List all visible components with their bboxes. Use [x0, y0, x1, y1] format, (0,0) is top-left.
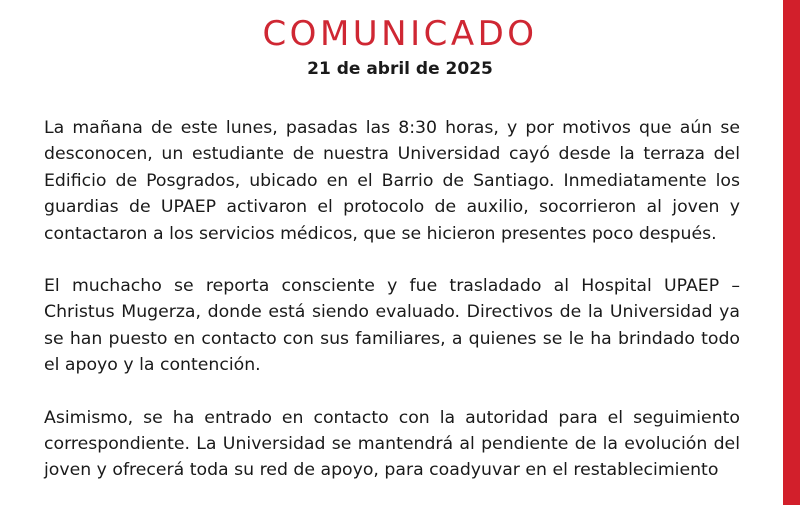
paragraph-2: El muchacho se reporta consciente y fue trasladado al Hospital UPAEP – Christus Mugerza, donde está siendo evaluado. Directivos de la Universidad ya se han puesto en contacto con sus familiares, a quienes se le ha brindado todo el apoyo y la contención. — [44, 276, 740, 376]
document-date: 21 de abril de 2025 — [307, 59, 493, 79]
paragraph-1: La mañana de este lunes, pasadas las 8:30 horas, y por motivos que aún se desconocen, un estudiante de nuestra Universidad cayó desde la terraza del Edificio de Posgrados, ubicado en el Barrio de Santiago. Inmediatamente los guardias de UPAEP activaron el protocolo de auxilio, socorrieron al joven y contactaron a los servicios médicos, que se hicieron presentes poco después. — [44, 118, 740, 244]
paragraph-3: Asimismo, se ha entrado en contacto con la autoridad para el seguimiento correspondiente. La Universidad se mantendrá al pendiente de la evolución del joven y ofrecerá toda su red de apoyo, para coadyuvar en el restablecimiento — [44, 407, 740, 481]
document-title: COMUNICADO — [262, 14, 538, 54]
document-body — [44, 115, 740, 510]
